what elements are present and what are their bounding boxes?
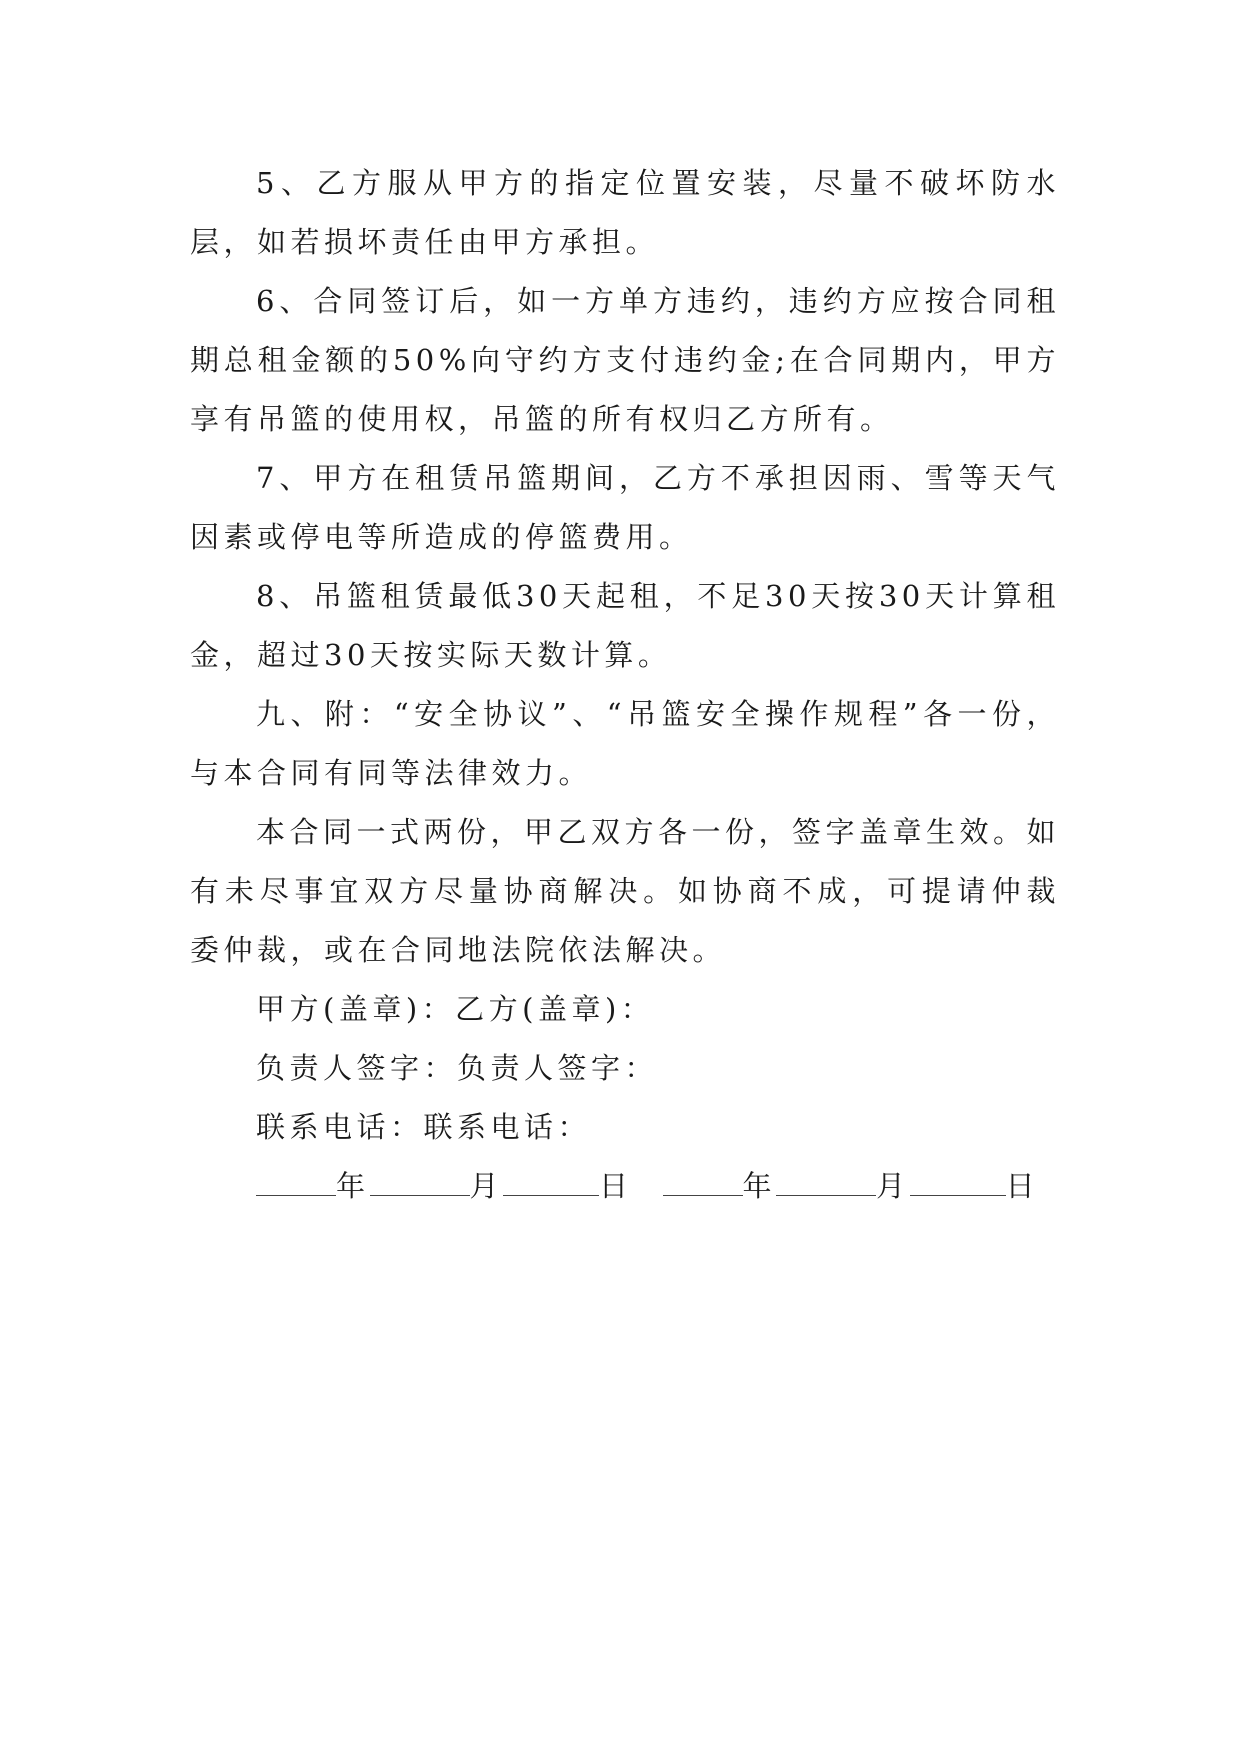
clause-attachments: 九、附：“安全协议”、“吊篮安全操作规程”各一份，与本合同有同等法律效力。: [190, 697, 1060, 790]
day-label: 日: [599, 1169, 633, 1203]
day-blank: [503, 1165, 599, 1196]
clause-5: 5、乙方服从甲方的指定位置安装，尽量不破坏防水层，如若损坏责任由甲方承担。: [190, 166, 1060, 259]
month-blank-2: [776, 1165, 876, 1196]
year-blank: [256, 1165, 336, 1196]
clause-7: 7、甲方在租赁吊篮期间，乙方不承担因雨、雪等天气因素或停电等所造成的停篮费用。: [190, 461, 1060, 554]
month-blank: [370, 1165, 470, 1196]
date-line: [190, 1157, 1060, 1216]
clause-6: 6、合同签订后，如一方单方违约，违约方应按合同租期总租金额的50%向守约方支付违约金;在合同期内，甲方享有吊篮的使用权，吊篮的所有权归乙方所有。: [190, 284, 1060, 436]
year-label: 年: [336, 1169, 370, 1203]
day-blank-2: [910, 1165, 1006, 1196]
day-label-2: 日: [1005, 1169, 1040, 1203]
year-label-2: 年: [742, 1169, 777, 1203]
document-page: [190, 154, 1060, 1216]
seal-line: 甲方(盖章)：乙方(盖章)：: [256, 992, 655, 1026]
clause-copies: 本合同一式两份，甲乙双方各一份，签字盖章生效。如有未尽事宜双方尽量协商解决。如协商不成，可提请仲裁委仲裁，或在合同地法院依法解决。: [190, 815, 1061, 967]
month-label-2: 月: [876, 1169, 910, 1203]
signer-line: 负责人签字：负责人签字：: [256, 1051, 659, 1085]
clause-8: 8、吊篮租赁最低30天起租，不足30天按30天计算租金，超过30天按实际天数计算。: [190, 579, 1060, 672]
month-label: 月: [469, 1169, 504, 1203]
phone-line: 联系电话：联系电话：: [256, 1110, 592, 1144]
year-blank-2: [663, 1165, 743, 1196]
